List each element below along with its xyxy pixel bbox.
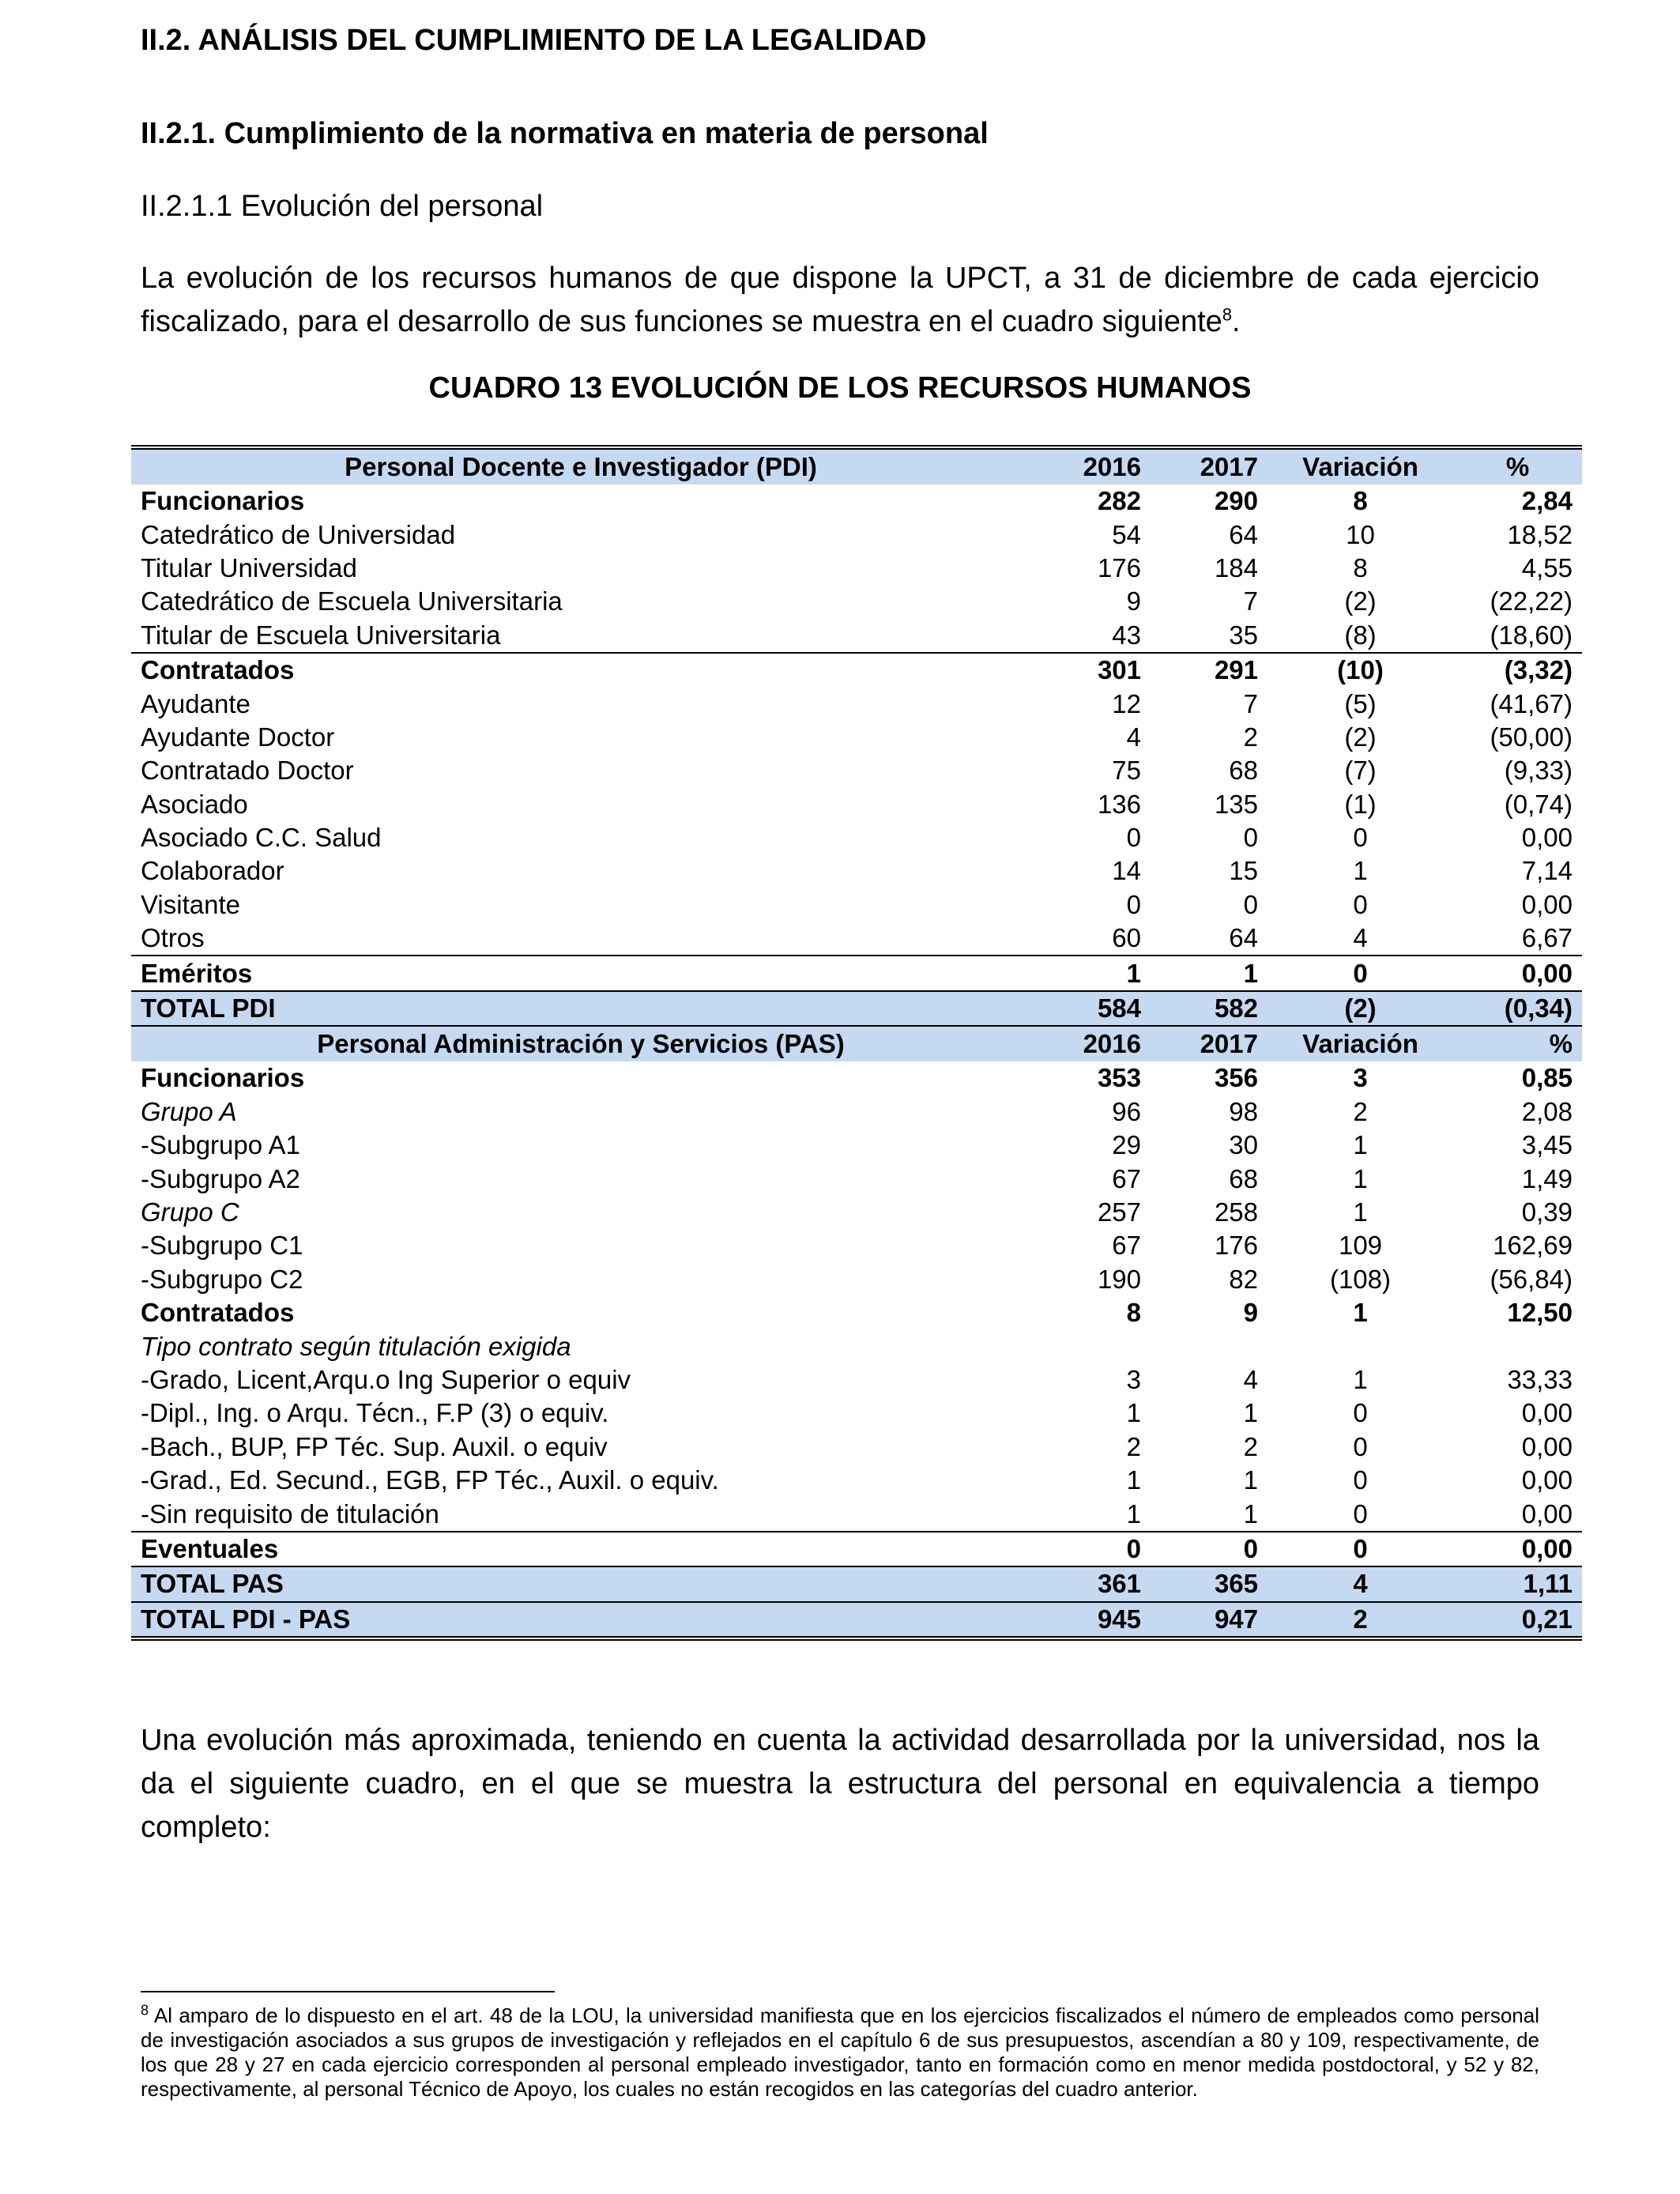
value-2017: 7 [1243, 586, 1258, 616]
value-2017: 1 [1243, 1398, 1258, 1428]
table-row [131, 1602, 1582, 1638]
value-2017: 9 [1243, 1298, 1258, 1328]
value-2017: 4 [1243, 1364, 1258, 1394]
intro-paragraph [141, 257, 1539, 344]
table-row [131, 1397, 1582, 1430]
value-variacion: 0 [1353, 1431, 1368, 1461]
human-resources-table [131, 445, 1582, 1641]
row-label: -Subgrupo C1 [141, 1231, 303, 1261]
value-pct: 0,00 [1453, 956, 1582, 990]
row-label: Contratados [141, 1298, 295, 1328]
pas-header-label: Personal Administración y Servicios (PAS) [131, 1026, 1030, 1061]
table-row [131, 619, 1582, 653]
footnote [141, 2004, 1539, 2102]
table-row [131, 552, 1582, 585]
value-2017: 1 [1151, 956, 1268, 990]
value-pct: (41,67) [1490, 688, 1573, 718]
value-pct: 0,85 [1521, 1063, 1573, 1093]
value-2017: 2 [1243, 1431, 1258, 1461]
value-2016: 60 [1112, 923, 1141, 953]
subsubsection-heading: II.2.1.1 Evolución del personal [141, 190, 544, 223]
row-label: TOTAL PDI [131, 991, 1030, 1026]
table-row [131, 585, 1582, 618]
row-label: Tipo contrato según titulación exigida [141, 1331, 571, 1361]
table-row [131, 1532, 1582, 1566]
value-variacion: 4 [1353, 923, 1368, 953]
row-label: Grupo C [141, 1197, 239, 1227]
value-2017: 258 [1214, 1197, 1258, 1227]
value-variacion: 0 [1268, 956, 1453, 990]
value-2016: 12 [1112, 688, 1141, 718]
value-variacion: 1 [1353, 1298, 1368, 1328]
value-2016: 9 [1126, 586, 1141, 616]
value-variacion: (7) [1344, 756, 1377, 786]
value-2016: 1 [1126, 1398, 1141, 1428]
header-2016: 2016 [1030, 1026, 1151, 1061]
row-label: Eméritos [131, 956, 1030, 990]
table-row [131, 854, 1582, 888]
row-label: Funcionarios [141, 1063, 305, 1093]
pdi-rows [131, 484, 1582, 1026]
value-variacion: 1 [1353, 856, 1368, 886]
value-2016: 1 [1030, 956, 1151, 990]
table-row [131, 1129, 1582, 1162]
value-pct: 0,00 [1521, 889, 1573, 919]
row-label: -Bach., BUP, FP Téc. Sup. Auxil. o equiv [141, 1431, 608, 1461]
value-variacion: (108) [1329, 1264, 1392, 1294]
row-label: Asociado [141, 789, 248, 819]
footnote-text: Al amparo de lo dispuesto en el art. 48 de la LOU, la universidad manifiesta que en los ejercicios fiscalizados el número de empleados como personal de investigación asociados a sus grupos de investigación y reflejados en el capítulo 6 de sus presupuestos, ascendían a 80 y 109, respectivamente, de los que 28 y 27 en cada ejercicio corresponden al personal empleado investigador, tanto en formación como en menor medida postdoctoral, y 52 y 82, respectivamente, al personal Técnico de Apoyo, los cuales no están recogidos en las categorías del cuadro anterior. [141, 2004, 1539, 2101]
value-variacion: (1) [1344, 789, 1377, 819]
table-row [131, 518, 1582, 551]
value-variacion: (2) [1268, 991, 1453, 1026]
table-row [131, 922, 1582, 956]
value-pct: 0,00 [1521, 1431, 1573, 1461]
table-row [131, 721, 1582, 754]
value-2017: 35 [1229, 620, 1258, 650]
row-label: Catedrático de Escuela Universitaria [141, 586, 563, 616]
value-2016: 301 [1030, 653, 1151, 687]
value-variacion: (2) [1344, 586, 1377, 616]
table-row [131, 1095, 1582, 1129]
value-2016 [1030, 1329, 1151, 1363]
header-2017: 2017 [1151, 447, 1268, 484]
row-label: Asociado C.C. Salud [141, 823, 382, 853]
value-2017: 356 [1214, 1063, 1258, 1093]
header-pct: % [1453, 1026, 1582, 1061]
value-pct: 18,52 [1507, 519, 1573, 549]
value-variacion: 0 [1353, 1498, 1368, 1529]
value-pct: 0,00 [1521, 1398, 1573, 1428]
value-2016: 0 [1126, 823, 1141, 853]
value-2016: 136 [1097, 789, 1141, 819]
value-pct: 12,50 [1507, 1298, 1573, 1328]
value-variacion: (10) [1268, 653, 1453, 687]
value-variacion: (2) [1344, 722, 1377, 752]
value-variacion: (5) [1344, 688, 1377, 718]
value-pct: (0,34) [1453, 991, 1582, 1026]
value-2016: 190 [1097, 1264, 1141, 1294]
value-pct: 33,33 [1507, 1364, 1573, 1394]
pas-header-row [131, 1026, 1582, 1061]
value-pct: 2,08 [1521, 1096, 1573, 1126]
value-2016: 8 [1126, 1298, 1141, 1328]
header-2017: 2017 [1151, 1026, 1268, 1061]
value-pct: (0,74) [1504, 789, 1573, 819]
value-variacion: 1 [1353, 1364, 1368, 1394]
value-2017: 176 [1214, 1231, 1258, 1261]
value-2016: 67 [1112, 1231, 1141, 1261]
value-pct: (3,32) [1453, 653, 1582, 687]
row-label: -Sin requisito de titulación [141, 1498, 439, 1529]
value-2017: 947 [1151, 1602, 1268, 1638]
pas-rows [131, 1061, 1582, 1638]
value-2016: 75 [1112, 756, 1141, 786]
row-label: Visitante [141, 889, 240, 919]
row-label: -Grad., Ed. Secund., EGB, FP Téc., Auxil. o equiv. [141, 1465, 719, 1495]
value-pct: 0,00 [1521, 823, 1573, 853]
value-2017: 15 [1229, 856, 1258, 886]
header-2016: 2016 [1030, 447, 1151, 484]
value-2017: 365 [1151, 1566, 1268, 1601]
footnote-divider [141, 1991, 555, 1992]
row-label: Eventuales [131, 1532, 1030, 1566]
value-pct: (22,22) [1490, 586, 1573, 616]
outro-paragraph: Una evolución más aproximada, teniendo en cuenta la actividad desarrollada por la universidad, nos la da el siguiente cuadro, en el que se muestra la estructura del personal en equivalencia a tiempo completo: [141, 1724, 1539, 1844]
row-label: -Subgrupo A2 [141, 1163, 300, 1193]
row-label: Titular de Escuela Universitaria [141, 620, 501, 650]
value-2016: 96 [1112, 1096, 1141, 1126]
value-pct: (18,60) [1490, 620, 1573, 650]
pdi-header-row [131, 447, 1582, 484]
row-label: TOTAL PAS [131, 1566, 1030, 1601]
table-row [131, 1229, 1582, 1262]
value-2017: 184 [1214, 552, 1258, 582]
row-label: Otros [141, 923, 205, 953]
value-variacion [1268, 1329, 1453, 1363]
row-label: Titular Universidad [141, 552, 357, 582]
value-2016: 361 [1030, 1566, 1151, 1601]
value-pct: 6,67 [1521, 923, 1573, 953]
value-2017: 68 [1229, 756, 1258, 786]
table-row [131, 1296, 1582, 1329]
row-label: TOTAL PDI - PAS [131, 1602, 1030, 1638]
value-2017: 2 [1243, 722, 1258, 752]
table-caption: CUADRO 13 EVOLUCIÓN DE LOS RECURSOS HUMANOS [428, 371, 1252, 405]
table-row [131, 687, 1582, 720]
value-2016: 257 [1097, 1197, 1141, 1227]
value-2016: 54 [1112, 519, 1141, 549]
header-variacion: Variación [1268, 1026, 1453, 1061]
value-2016: 4 [1126, 722, 1141, 752]
value-2017 [1151, 1329, 1268, 1363]
table-row [131, 956, 1582, 990]
value-2016: 0 [1126, 889, 1141, 919]
pdi-header-label: Personal Docente e Investigador (PDI) [131, 447, 1030, 484]
value-2017: 98 [1229, 1096, 1258, 1126]
row-label: -Grado, Licent,Arqu.o Ing Superior o equiv [141, 1364, 631, 1394]
value-pct: (56,84) [1490, 1264, 1573, 1294]
table-row [131, 788, 1582, 821]
table-row [131, 1566, 1582, 1601]
table-row [131, 754, 1582, 787]
value-2017: 0 [1243, 823, 1258, 853]
footnote-mark: 8 [141, 2002, 149, 2019]
value-2017: 0 [1151, 1532, 1268, 1566]
value-2016: 0 [1030, 1532, 1151, 1566]
value-2017: 291 [1151, 653, 1268, 687]
table-row [131, 1061, 1582, 1095]
table-row [131, 821, 1582, 854]
header-pct: % [1453, 447, 1582, 484]
row-label: Grupo A [141, 1096, 237, 1126]
value-variacion: 0 [1353, 1465, 1368, 1495]
header-variacion: Variación [1268, 447, 1453, 484]
value-pct: 0,39 [1521, 1197, 1573, 1227]
row-label: -Dipl., Ing. o Arqu. Técn., F.P (3) o equiv. [141, 1398, 609, 1428]
value-pct: (9,33) [1504, 756, 1573, 786]
value-variacion: 1 [1353, 1197, 1368, 1227]
value-pct: 4,55 [1521, 552, 1573, 582]
row-label: Colaborador [141, 856, 284, 886]
footnote-reference[interactable]: 8 [1222, 304, 1233, 325]
value-2017: 82 [1229, 1264, 1258, 1294]
table-row [131, 1464, 1582, 1497]
value-pct: 162,69 [1493, 1231, 1573, 1261]
value-pct: 1,11 [1453, 1566, 1582, 1601]
value-pct: 0,00 [1521, 1465, 1573, 1495]
value-pct: 1,49 [1521, 1163, 1573, 1193]
table-row [131, 1363, 1582, 1397]
row-label: Funcionarios [141, 486, 305, 516]
value-2016: 353 [1097, 1063, 1141, 1093]
value-2017: 290 [1214, 486, 1258, 516]
value-pct [1453, 1329, 1582, 1363]
table-row [131, 1329, 1582, 1363]
value-variacion: 2 [1268, 1602, 1453, 1638]
value-pct: (50,00) [1490, 722, 1573, 752]
table-row [131, 653, 1582, 687]
value-2017: 64 [1229, 923, 1258, 953]
table-row [131, 1431, 1582, 1464]
value-2017: 7 [1243, 688, 1258, 718]
value-variacion: 0 [1353, 889, 1368, 919]
intro-end: . [1232, 305, 1241, 338]
value-2016: 1 [1126, 1465, 1141, 1495]
section-heading: II.2. ANÁLISIS DEL CUMPLIMIENTO DE LA LEGALIDAD [141, 24, 927, 57]
value-2017: 1 [1243, 1498, 1258, 1529]
value-pct: 7,14 [1521, 856, 1573, 886]
table-row [131, 991, 1582, 1026]
value-2016: 43 [1112, 620, 1141, 650]
value-2016: 584 [1030, 991, 1151, 1026]
value-variacion: 8 [1353, 486, 1368, 516]
value-variacion: 3 [1353, 1063, 1368, 1093]
table-row [131, 1196, 1582, 1229]
table-row [131, 1162, 1582, 1195]
subsection-heading: II.2.1. Cumplimiento de la normativa en materia de personal [141, 117, 989, 150]
value-2017: 582 [1151, 991, 1268, 1026]
value-variacion: 1 [1353, 1130, 1368, 1160]
table-row [131, 1497, 1582, 1531]
value-2016: 2 [1126, 1431, 1141, 1461]
value-2017: 135 [1214, 789, 1258, 819]
value-variacion: 8 [1353, 552, 1368, 582]
value-2016: 945 [1030, 1602, 1151, 1638]
value-variacion: 0 [1268, 1532, 1453, 1566]
row-label: Contratado Doctor [141, 756, 354, 786]
value-variacion: 109 [1338, 1231, 1383, 1261]
row-label: Catedrático de Universidad [141, 519, 456, 549]
pas-section [131, 1026, 1582, 1061]
value-pct: 0,00 [1521, 1498, 1573, 1529]
value-2017: 1 [1243, 1465, 1258, 1495]
value-2017: 68 [1229, 1163, 1258, 1193]
value-variacion: (8) [1344, 620, 1377, 650]
row-label: Contratados [131, 653, 1030, 687]
intro-text: La evolución de los recursos humanos de que dispone la UPCT, a 31 de diciembre de cada ejercicio fiscalizado, para el desarrollo de sus funciones se muestra en el cuadro siguiente [141, 262, 1539, 338]
value-2016: 67 [1112, 1163, 1141, 1193]
value-variacion: 4 [1268, 1566, 1453, 1601]
row-label: -Subgrupo C2 [141, 1264, 303, 1294]
value-variacion: 1 [1353, 1163, 1368, 1193]
row-label: Ayudante [141, 688, 250, 718]
value-pct: 0,21 [1453, 1602, 1582, 1638]
value-2017: 0 [1243, 889, 1258, 919]
value-2016: 1 [1126, 1498, 1141, 1529]
value-variacion: 0 [1353, 1398, 1368, 1428]
value-2016: 29 [1112, 1130, 1141, 1160]
row-label: -Subgrupo A1 [141, 1130, 300, 1160]
value-pct: 2,84 [1521, 486, 1573, 516]
value-variacion: 10 [1346, 519, 1375, 549]
value-2016: 14 [1112, 856, 1141, 886]
table-row [131, 1263, 1582, 1296]
value-2017: 30 [1229, 1130, 1258, 1160]
value-2017: 64 [1229, 519, 1258, 549]
row-label: Ayudante Doctor [141, 722, 335, 752]
value-pct: 0,00 [1453, 1532, 1582, 1566]
value-variacion: 2 [1353, 1096, 1368, 1126]
value-pct: 3,45 [1521, 1130, 1573, 1160]
value-2016: 282 [1097, 486, 1141, 516]
value-variacion: 0 [1353, 823, 1368, 853]
value-2016: 3 [1126, 1364, 1141, 1394]
table-row [131, 484, 1582, 518]
pdi-section [131, 447, 1582, 484]
table-row [131, 888, 1582, 922]
value-2016: 176 [1097, 552, 1141, 582]
